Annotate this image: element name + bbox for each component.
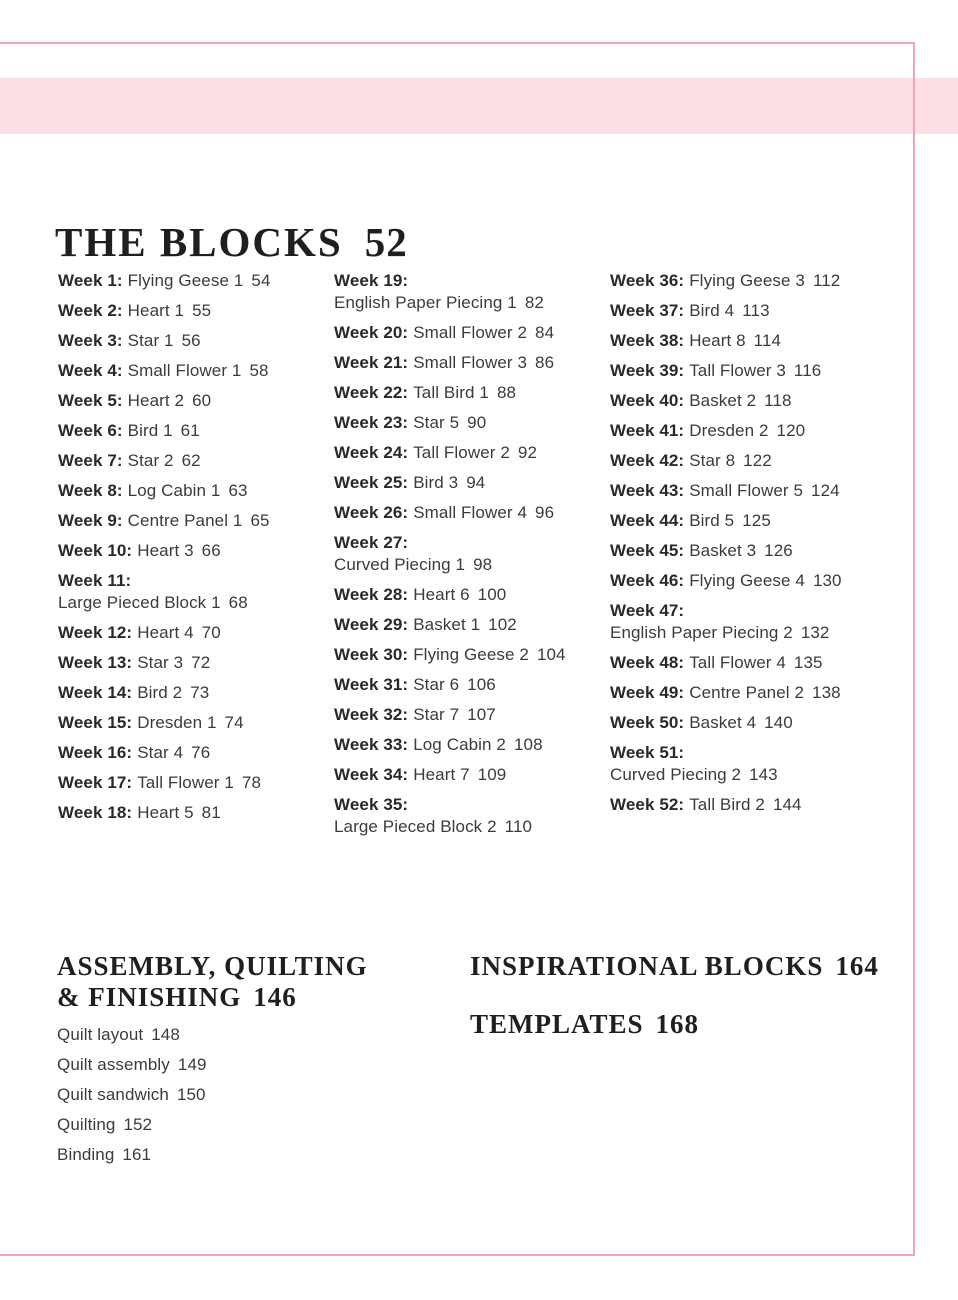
- entry-title: Small Flower 5: [689, 481, 804, 500]
- entry-week-label: Week 26:: [334, 503, 409, 522]
- toc-entry: [58, 772, 334, 794]
- inspirational-title: INSPIRATIONAL BLOCKS: [470, 951, 824, 981]
- entry-page-number: 108: [514, 735, 543, 754]
- entry-title: Heart 8: [689, 331, 746, 350]
- toc-entry: [334, 322, 610, 344]
- entry-page-number: 122: [743, 451, 772, 470]
- entry-week-label: Week 52:: [610, 795, 685, 814]
- toc-entry: [58, 330, 334, 352]
- toc-entry: [610, 420, 886, 442]
- assembly-heading-line2-text: & FINISHING: [57, 982, 242, 1012]
- toc-entry: [58, 390, 334, 412]
- entry-page-number: 125: [742, 511, 771, 530]
- entry-page-number: 70: [201, 623, 221, 642]
- entry-title: Tall Flower 2: [413, 443, 510, 462]
- entry-page-number: 94: [466, 473, 486, 492]
- toc-entry: [58, 300, 334, 322]
- entry-week-label: Week 41:: [610, 421, 685, 440]
- entry-page-number: 84: [535, 323, 555, 342]
- entry-title: Heart 7: [413, 765, 470, 784]
- entry-week-label: Week 17:: [58, 773, 133, 792]
- toc-entry: [610, 330, 886, 352]
- assembly-heading: [57, 951, 457, 1013]
- toc-entry: [334, 270, 610, 314]
- assembly-item-title: Quilt sandwich: [57, 1085, 169, 1104]
- toc-entry: [334, 734, 610, 756]
- entry-page-number: 114: [753, 331, 782, 350]
- blocks-toc: [58, 270, 890, 846]
- entry-week-label: Week 36:: [610, 271, 685, 290]
- assembly-section: [57, 951, 457, 1174]
- templates-heading: [470, 1009, 890, 1040]
- assembly-item-page-number: 152: [123, 1115, 153, 1134]
- entry-week-label: Week 18:: [58, 803, 133, 822]
- entry-title: English Paper Piecing 1: [334, 293, 517, 312]
- entry-page-number: 109: [477, 765, 507, 784]
- entry-page-number: 126: [764, 541, 793, 560]
- entry-title: Tall Flower 1: [137, 773, 234, 792]
- entry-week-label: Week 33:: [334, 735, 409, 754]
- toc-entry: [58, 480, 334, 502]
- entry-page-number: 98: [473, 555, 493, 574]
- entry-title: Bird 5: [689, 511, 735, 530]
- entry-week-label: Week 12:: [58, 623, 133, 642]
- entry-week-label: Week 48:: [610, 653, 685, 672]
- toc-entry: [334, 704, 610, 726]
- toc-entry: [610, 742, 886, 786]
- templates-page-number: 168: [655, 1009, 700, 1039]
- entry-title: Flying Geese 1: [127, 271, 244, 290]
- assembly-heading-line1: ASSEMBLY, QUILTING: [57, 951, 368, 981]
- entry-week-label: Week 5:: [58, 391, 123, 410]
- entry-page-number: 56: [181, 331, 201, 350]
- entry-title: Star 1: [127, 331, 174, 350]
- entry-page-number: 130: [812, 571, 842, 590]
- entry-week-label: Week 6:: [58, 421, 123, 440]
- entry-week-label: Week 23:: [334, 413, 409, 432]
- entry-page-number: 102: [488, 615, 517, 634]
- entry-page-number: 72: [191, 653, 211, 672]
- entry-week-label: Week 13:: [58, 653, 133, 672]
- entry-page-number: 118: [764, 391, 792, 410]
- entry-title: Bird 2: [137, 683, 183, 702]
- entry-week-label: Week 29:: [334, 615, 409, 634]
- entry-title: Log Cabin 1: [127, 481, 221, 500]
- toc-entry: [58, 622, 334, 644]
- page-frame-right-line: [913, 42, 915, 1256]
- entry-title: Star 5: [413, 413, 460, 432]
- entry-title: Dresden 1: [137, 713, 217, 732]
- assembly-items: [57, 1024, 457, 1166]
- entry-title: Centre Panel 2: [689, 683, 805, 702]
- assembly-item: [57, 1054, 457, 1076]
- toc-entry: [334, 584, 610, 606]
- entry-page-number: 63: [228, 481, 248, 500]
- entry-week-label: Week 21:: [334, 353, 409, 372]
- entry-page-number: 112: [812, 271, 841, 290]
- entry-title: Star 7: [413, 705, 460, 724]
- entry-title: Basket 1: [413, 615, 481, 634]
- page-frame-bottom-line: [0, 1254, 915, 1256]
- toc-entry: [334, 644, 610, 666]
- entry-page-number: 58: [249, 361, 269, 380]
- toc-entry: [58, 540, 334, 562]
- entry-week-label: Week 42:: [610, 451, 685, 470]
- entry-page-number: 81: [201, 803, 221, 822]
- entry-week-label: Week 22:: [334, 383, 409, 402]
- toc-entry: [610, 300, 886, 322]
- entry-title: Heart 2: [127, 391, 185, 410]
- entry-title: Star 8: [689, 451, 736, 470]
- entry-page-number: 62: [181, 451, 201, 470]
- entry-week-label: Week 25:: [334, 473, 409, 492]
- assembly-item: [57, 1084, 457, 1106]
- entry-title: Small Flower 1: [127, 361, 242, 380]
- entry-week-label: Week 15:: [58, 713, 133, 732]
- entry-title: Flying Geese 4: [689, 571, 805, 590]
- toc-entry: [610, 510, 886, 532]
- assembly-heading-line2: [57, 982, 457, 1013]
- entry-page-number: 120: [776, 421, 806, 440]
- assembly-item: [57, 1024, 457, 1046]
- entry-title: Heart 4: [137, 623, 194, 642]
- entry-title: English Paper Piecing 2: [610, 623, 793, 642]
- entry-title: Heart 1: [127, 301, 185, 320]
- entry-week-label: Week 4:: [58, 361, 123, 380]
- entry-page-number: 138: [812, 683, 841, 702]
- entry-week-label: Week 43:: [610, 481, 685, 500]
- toc-entry: [58, 712, 334, 734]
- entry-title: Large Pieced Block 2: [334, 817, 497, 836]
- toc-entry: [610, 682, 886, 704]
- entry-week-label: Week 24:: [334, 443, 409, 462]
- assembly-item-title: Binding: [57, 1145, 115, 1164]
- assembly-item: [57, 1114, 457, 1136]
- entry-week-label: Week 19:: [334, 271, 409, 290]
- toc-entry: [334, 794, 610, 838]
- entry-page-number: 104: [536, 645, 566, 664]
- entry-page-number: 144: [772, 795, 802, 814]
- entry-week-label: Week 2:: [58, 301, 123, 320]
- toc-entry: [58, 510, 334, 532]
- entry-page-number: 68: [228, 593, 248, 612]
- entry-week-label: Week 45:: [610, 541, 685, 560]
- toc-entry: [610, 450, 886, 472]
- toc-entry: [334, 764, 610, 786]
- inspirational-heading: [470, 951, 890, 982]
- toc-entry: [334, 442, 610, 464]
- toc-entry: [610, 600, 886, 644]
- entry-title: Heart 5: [137, 803, 194, 822]
- entry-page-number: 74: [224, 713, 244, 732]
- entry-page-number: 124: [811, 481, 840, 500]
- toc-entry: [334, 532, 610, 576]
- toc-entry: [334, 674, 610, 696]
- entry-title: Log Cabin 2: [413, 735, 506, 754]
- entry-week-label: Week 20:: [334, 323, 409, 342]
- entry-title: Basket 4: [689, 713, 757, 732]
- entry-page-number: 66: [201, 541, 221, 560]
- toc-column-2: [334, 270, 610, 846]
- entry-title: Small Flower 4: [413, 503, 528, 522]
- toc-entry: [334, 502, 610, 524]
- pink-band: [0, 78, 958, 134]
- toc-entry: [334, 614, 610, 636]
- entry-week-label: Week 7:: [58, 451, 123, 470]
- entry-page-number: 116: [793, 361, 822, 380]
- toc-entry: [610, 712, 886, 734]
- entry-title: Dresden 2: [689, 421, 769, 440]
- toc-entry: [58, 652, 334, 674]
- entry-week-label: Week 34:: [334, 765, 409, 784]
- entry-week-label: Week 3:: [58, 331, 123, 350]
- entry-page-number: 92: [517, 443, 538, 462]
- entry-page-number: 65: [250, 511, 270, 530]
- entry-title: Star 6: [413, 675, 460, 694]
- entry-page-number: 96: [535, 503, 555, 522]
- entry-title: Basket 2: [689, 391, 757, 410]
- entry-title: Small Flower 3: [413, 353, 528, 372]
- assembly-item-page-number: 149: [177, 1055, 207, 1074]
- entry-week-label: Week 49:: [610, 683, 685, 702]
- entry-week-label: Week 46:: [610, 571, 685, 590]
- bottom-right-sections: [470, 951, 890, 1067]
- entry-page-number: 55: [192, 301, 212, 320]
- entry-page-number: 140: [764, 713, 793, 732]
- assembly-item-title: Quilt assembly: [57, 1055, 170, 1074]
- entry-week-label: Week 37:: [610, 301, 685, 320]
- entry-title: Small Flower 2: [413, 323, 528, 342]
- entry-week-label: Week 35:: [334, 795, 409, 814]
- entry-title: Flying Geese 2: [413, 645, 529, 664]
- entry-title: Flying Geese 3: [689, 271, 805, 290]
- toc-entry: [610, 570, 886, 592]
- entry-week-label: Week 27:: [334, 533, 409, 552]
- entry-week-label: Week 11:: [58, 571, 132, 590]
- entry-week-label: Week 1:: [58, 271, 123, 290]
- assembly-item-page-number: 148: [151, 1025, 180, 1044]
- entry-week-label: Week 32:: [334, 705, 409, 724]
- entry-week-label: Week 40:: [610, 391, 685, 410]
- entry-page-number: 60: [192, 391, 212, 410]
- entry-title: Bird 1: [127, 421, 173, 440]
- entry-page-number: 106: [467, 675, 496, 694]
- entry-week-label: Week 31:: [334, 675, 409, 694]
- blocks-heading-page-number: 52: [364, 219, 408, 265]
- toc-entry: [610, 480, 886, 502]
- toc-entry: [334, 382, 610, 404]
- entry-week-label: Week 38:: [610, 331, 685, 350]
- entry-page-number: 86: [535, 353, 555, 372]
- entry-page-number: 88: [496, 383, 517, 402]
- toc-entry: [58, 802, 334, 824]
- entry-page-number: 100: [477, 585, 507, 604]
- toc-entry: [334, 412, 610, 434]
- toc-entry: [334, 352, 610, 374]
- toc-entry: [58, 270, 334, 292]
- entry-title: Tall Bird 2: [689, 795, 765, 814]
- entry-title: Curved Piecing 2: [610, 765, 742, 784]
- toc-entry: [610, 794, 886, 816]
- entry-week-label: Week 44:: [610, 511, 685, 530]
- entry-title: Star 4: [137, 743, 184, 762]
- entry-page-number: 82: [524, 293, 544, 312]
- entry-title: Curved Piecing 1: [334, 555, 466, 574]
- entry-page-number: 113: [742, 301, 770, 320]
- toc-column-1: [58, 270, 334, 846]
- entry-title: Star 3: [137, 653, 184, 672]
- entry-week-label: Week 47:: [610, 601, 685, 620]
- toc-entry: [58, 570, 334, 614]
- blocks-heading: [55, 219, 408, 265]
- entry-page-number: 73: [190, 683, 210, 702]
- toc-entry: [58, 450, 334, 472]
- entry-page-number: 135: [793, 653, 823, 672]
- assembly-item-page-number: 150: [176, 1085, 206, 1104]
- entry-page-number: 132: [800, 623, 830, 642]
- entry-page-number: 110: [504, 817, 533, 836]
- assembly-page-number: 146: [253, 982, 297, 1012]
- toc-entry: [610, 270, 886, 292]
- assembly-item-title: Quilting: [57, 1115, 116, 1134]
- entry-week-label: Week 16:: [58, 743, 133, 762]
- entry-title: Bird 3: [413, 473, 459, 492]
- toc-entry: [610, 390, 886, 412]
- entry-title: Centre Panel 1: [127, 511, 243, 530]
- entry-page-number: 78: [241, 773, 262, 792]
- entry-week-label: Week 30:: [334, 645, 409, 664]
- entry-page-number: 61: [180, 421, 200, 440]
- entry-title: Basket 3: [689, 541, 757, 560]
- entry-title: Star 2: [127, 451, 174, 470]
- toc-column-3: [610, 270, 886, 846]
- toc-entry: [58, 420, 334, 442]
- toc-entry: [58, 360, 334, 382]
- entry-title: Heart 6: [413, 585, 470, 604]
- toc-entry: [58, 742, 334, 764]
- entry-week-label: Week 39:: [610, 361, 685, 380]
- page-frame-top-line: [0, 42, 915, 44]
- blocks-heading-title: THE BLOCKS: [55, 219, 343, 265]
- entry-title: Bird 4: [689, 301, 735, 320]
- entry-week-label: Week 14:: [58, 683, 133, 702]
- entry-page-number: 76: [191, 743, 211, 762]
- entry-title: Tall Flower 3: [689, 361, 786, 380]
- entry-week-label: Week 51:: [610, 743, 685, 762]
- toc-entry: [610, 360, 886, 382]
- assembly-item-title: Quilt layout: [57, 1025, 144, 1044]
- entry-title: Large Pieced Block 1: [58, 593, 221, 612]
- entry-week-label: Week 50:: [610, 713, 685, 732]
- entry-title: Tall Flower 4: [689, 653, 786, 672]
- entry-week-label: Week 10:: [58, 541, 133, 560]
- entry-page-number: 107: [467, 705, 496, 724]
- entry-week-label: Week 8:: [58, 481, 123, 500]
- entry-week-label: Week 9:: [58, 511, 123, 530]
- entry-week-label: Week 28:: [334, 585, 409, 604]
- assembly-item-page-number: 161: [122, 1145, 152, 1164]
- toc-entry: [610, 652, 886, 674]
- toc-entry: [58, 682, 334, 704]
- entry-title: Tall Bird 1: [413, 383, 489, 402]
- templates-title: TEMPLATES: [470, 1009, 644, 1039]
- toc-entry: [334, 472, 610, 494]
- toc-entry: [610, 540, 886, 562]
- assembly-item: [57, 1144, 457, 1166]
- inspirational-page-number: 164: [835, 951, 879, 981]
- entry-title: Heart 3: [137, 541, 194, 560]
- entry-page-number: 54: [251, 271, 271, 290]
- entry-page-number: 90: [467, 413, 487, 432]
- entry-page-number: 143: [749, 765, 778, 784]
